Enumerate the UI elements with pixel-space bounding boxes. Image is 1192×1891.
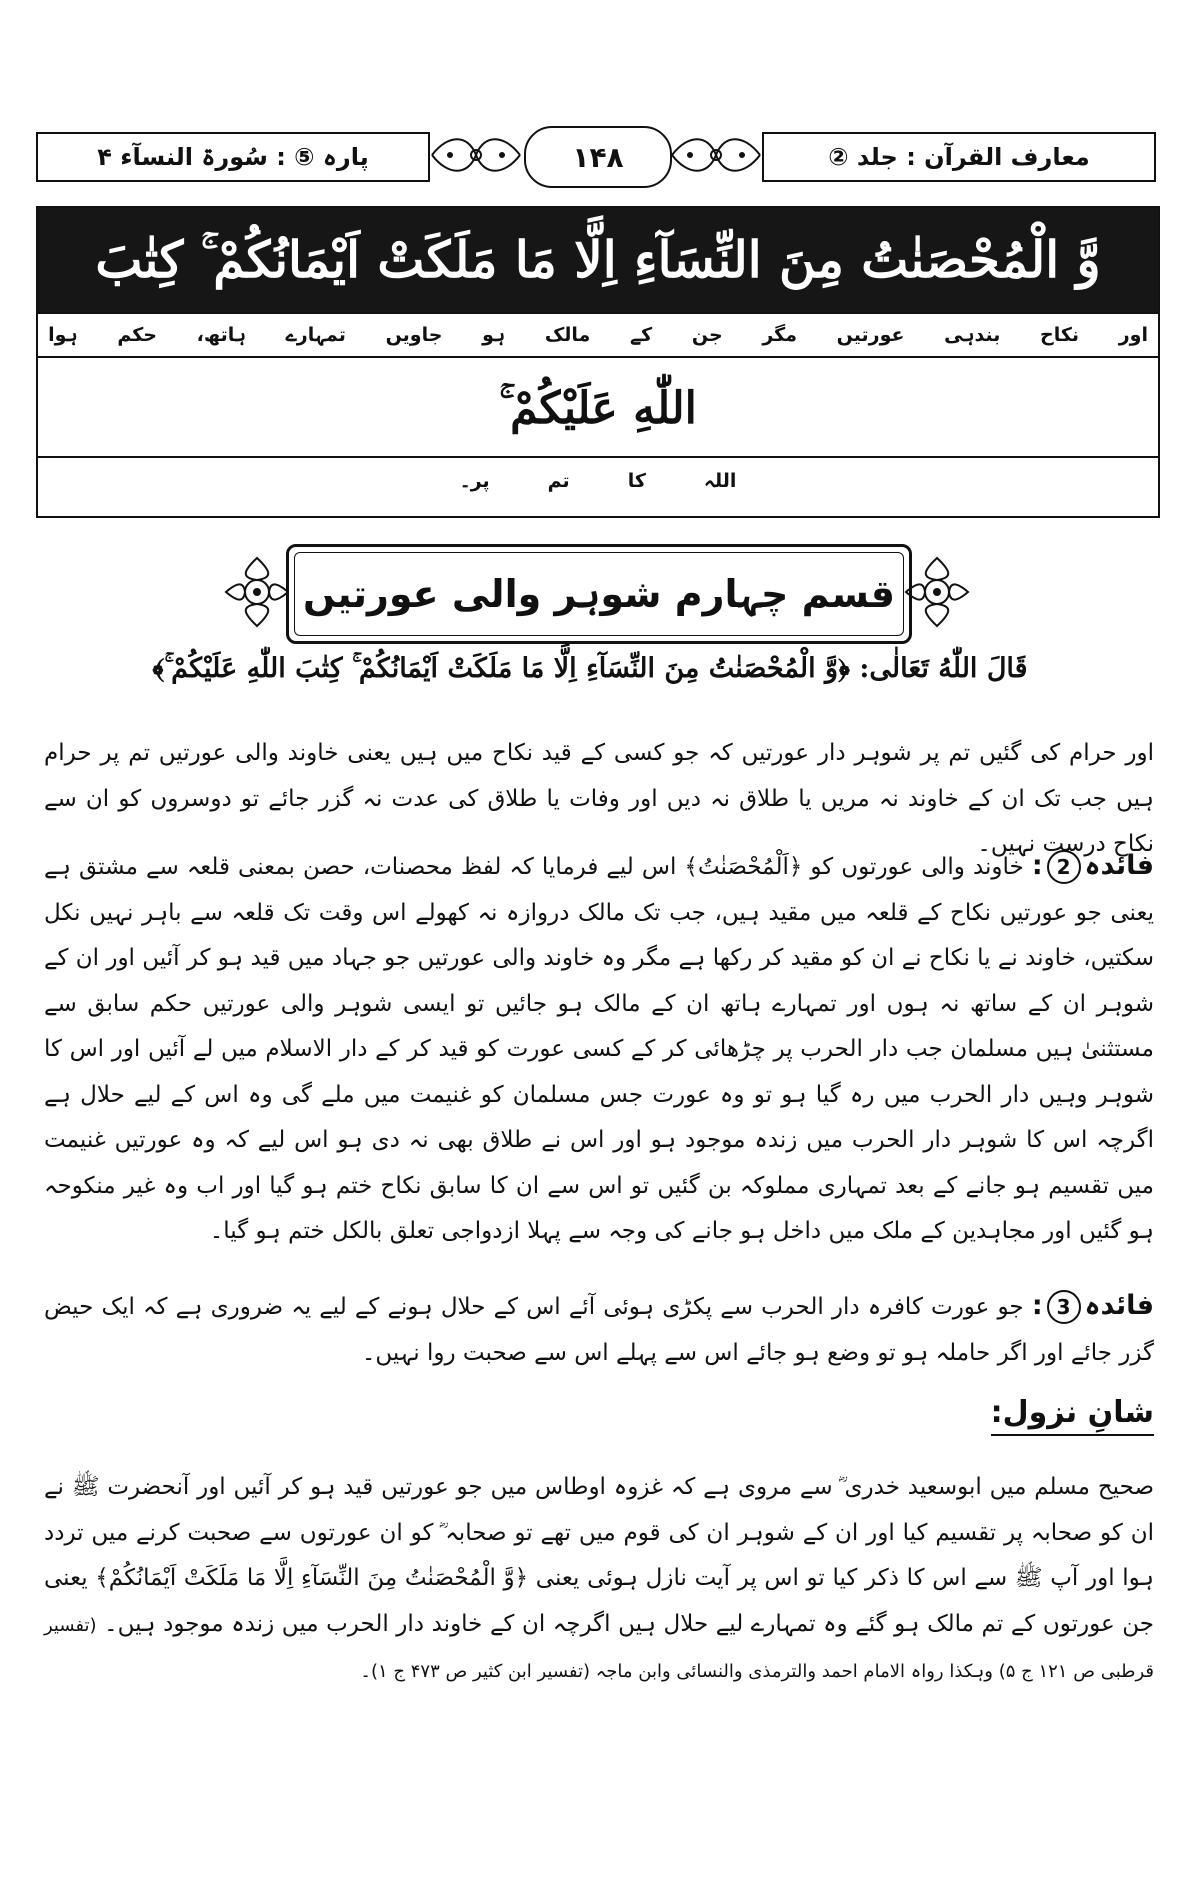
reference-citation: (تفسیر قرطبی ص ۱۲۱ ج ۵) وہکذا رواہ الامام احمد والترمذی والنسائی وابن ماجہ (تفسیر ابن کثیر ص ۴۷۳ ج ۱)۔ — [44, 1614, 1154, 1682]
floral-ornament-icon — [902, 554, 972, 630]
benefit-label: فائدہ2: — [1032, 850, 1154, 881]
para-surah-label: پارہ ⑤ : سُورۃ النسآء ۴ — [36, 132, 430, 182]
word: جن — [691, 324, 723, 346]
word: مگر — [762, 324, 797, 346]
section-title: قسم چہارم شوہر والی عورتیں — [286, 544, 912, 644]
paragraph-translation: اور حرام کی گئیں تم پر شوہر دار عورتیں کہ جو کسی کے قید نکاح میں ہیں یعنی خاوند والی عورتیں تم پر حرام ہیں جب تک ان کے خاوند نہ مریں یا طلاق نہ دیں اور وفات یا طلاق کی عدت نہ گزر جائے تو دوسروں کو ان سے نکاح درست نہیں۔ — [44, 740, 1154, 857]
word: کا — [627, 470, 646, 492]
paragraph-benefit-3 — [44, 1283, 1154, 1376]
word-translation-row-2 — [38, 458, 1158, 504]
floral-ornament-icon — [428, 130, 524, 180]
floral-ornament-icon — [222, 554, 292, 630]
word: پر۔ — [459, 470, 490, 492]
word-translation-row — [38, 312, 1158, 358]
shan-e-nuzool-heading: شانِ نزول: — [991, 1392, 1154, 1436]
word: بندہی — [944, 324, 1001, 346]
benefit-number: 2 — [1047, 850, 1081, 884]
section-title-frame — [222, 544, 972, 640]
benefit-label: فائدہ3: — [1032, 1290, 1154, 1321]
book-title: معارف القرآن : جلد ② — [762, 132, 1156, 182]
word: کے — [630, 324, 653, 346]
benefit-text: خاوند والی عورتوں کو ﴿اَلْمُحْصَنٰتُ﴾ اس لیے فرمایا کہ لفظ محصنات، حصن بمعنی قلعہ سے مشتق ہے یعنی جو عورتیں نکاح کے قلعہ میں مقید ہیں، جب تک مالک دروازہ نہ کھولے اس وقت تک قلعہ سے باہر نہیں نکل سکتیں، خاوند نے یا نکاح نے ان کو مقید کر رکھا ہے مگر وہ خاوند والی عورتیں جو جہاد میں قید ہو کر آئیں اور ان کے شوہر ان کے ساتھ نہ ہوں اور تمہارے ہاتھ ان کے مالک ہو جائیں تو ایسی شوہر والی عورتیں حکم سابق سے مستثنیٰ ہیں مسلمان جب دار الحرب پر چڑھائی کر کے کسی عورت کو قید کر کے دار الاسلام میں لے آئیں اور اس کا شوہر وہیں دار الحرب میں رہ گیا ہو تو وہ عورت جس مسلمان کو غنیمت میں ملے گی وہ اس کے لیے حلال ہے اگرچہ اس کا شوہر دار الحرب میں زندہ موجود ہو اور اس نے طلاق بھی نہ دی ہو اس لیے کہ وہ عورتیں غنیمت میں تقسیم ہو جانے کے بعد تمہاری مملوکہ بن گئیں تو اس سے ان کا سابق نکاح ختم ہو گیا اور اب وہ غیر منکوحہ ہو گئیں اور مجاہدین کے ملک میں داخل ہو جانے کی وجہ سے پہلا ازدواجی تعلق بالکل ختم ہو گیا۔ — [44, 854, 1154, 1244]
word: اور — [1118, 324, 1148, 346]
paragraph-benefit-2 — [44, 843, 1154, 1255]
running-header — [36, 120, 1156, 190]
paragraph-revelation-context — [44, 1465, 1154, 1695]
revelation-text: صحیح مسلم میں ابوسعید خدری ؓ سے مروی ہے کہ غزوہ اوطاس میں جو عورتیں قید ہو کر آئیں اور آنحضرت ﷺ نے ان کو صحابہ پر تقسیم کیا اور ان کے شوہر ان کی قوم میں تھے تو صحابہ ؓ کو ان عورتوں سے صحبت کرنے میں تردد ہوا اور آپ ﷺ سے اس کا ذکر کیا تو اس پر آیت نازل ہوئی یعنی ﴿وَّ الْمُحْصَنٰتُ مِنَ النِّسَآءِ اِلَّا مَا مَلَكَتْ اَيْمَانُكُمْ﴾ یعنی جن عورتوں کے تم مالک ہو گئے وہ تمہارے لیے حلال ہیں اگرچہ ان کے خاوند دار الحرب میں زندہ موجود ہیں۔ — [44, 1474, 1154, 1637]
benefit-text: جو عورت کافرہ دار الحرب سے پکڑی ہوئی آئے اس کے حلال ہونے کے لیے یہ ضروری ہے کہ ایک حیض گزر جائے اور اگر حاملہ ہو تو وضع ہو جائے اس سے پہلے اس سے صحبت روا نہیں۔ — [44, 1294, 1154, 1366]
floral-ornament-icon — [668, 130, 764, 180]
word: عورتیں — [836, 324, 905, 346]
word: مالک — [544, 324, 591, 346]
word: ہو — [482, 324, 506, 346]
benefit-number: 3 — [1047, 1290, 1081, 1324]
word: تمہارے — [285, 324, 346, 346]
page-number: ۱۴۸ — [524, 126, 672, 188]
word: ہوا — [48, 324, 78, 346]
word: نکاح — [1040, 324, 1080, 346]
word: تم — [547, 470, 570, 492]
verse-table — [36, 206, 1160, 518]
word: ہاتھ، — [196, 324, 246, 346]
word: اللہ — [703, 470, 737, 492]
word: حکم — [117, 324, 157, 346]
arabic-verse-continued: اللّٰهِ عَلَيْكُمْ ۚ — [38, 360, 1158, 458]
arabic-verse: وَّ الْمُحْصَنٰتُ مِنَ النِّسَآءِ اِلَّا مَا مَلَكَتْ اَيْمَانُكُمْ ۚ كِتٰبَ — [38, 208, 1158, 312]
quoted-verse: قَالَ اللّٰهُ تَعَالٰی: ﴿وَّ الْمُحْصَنٰتُ مِنَ النِّسَآءِ اِلَّا مَا مَلَكَتْ اَيْمَانُكُمْ ۚ كِتٰبَ اللّٰهِ عَلَيْكُمْ ۚ﴾ — [152, 653, 1028, 684]
word: جاویں — [385, 324, 443, 346]
